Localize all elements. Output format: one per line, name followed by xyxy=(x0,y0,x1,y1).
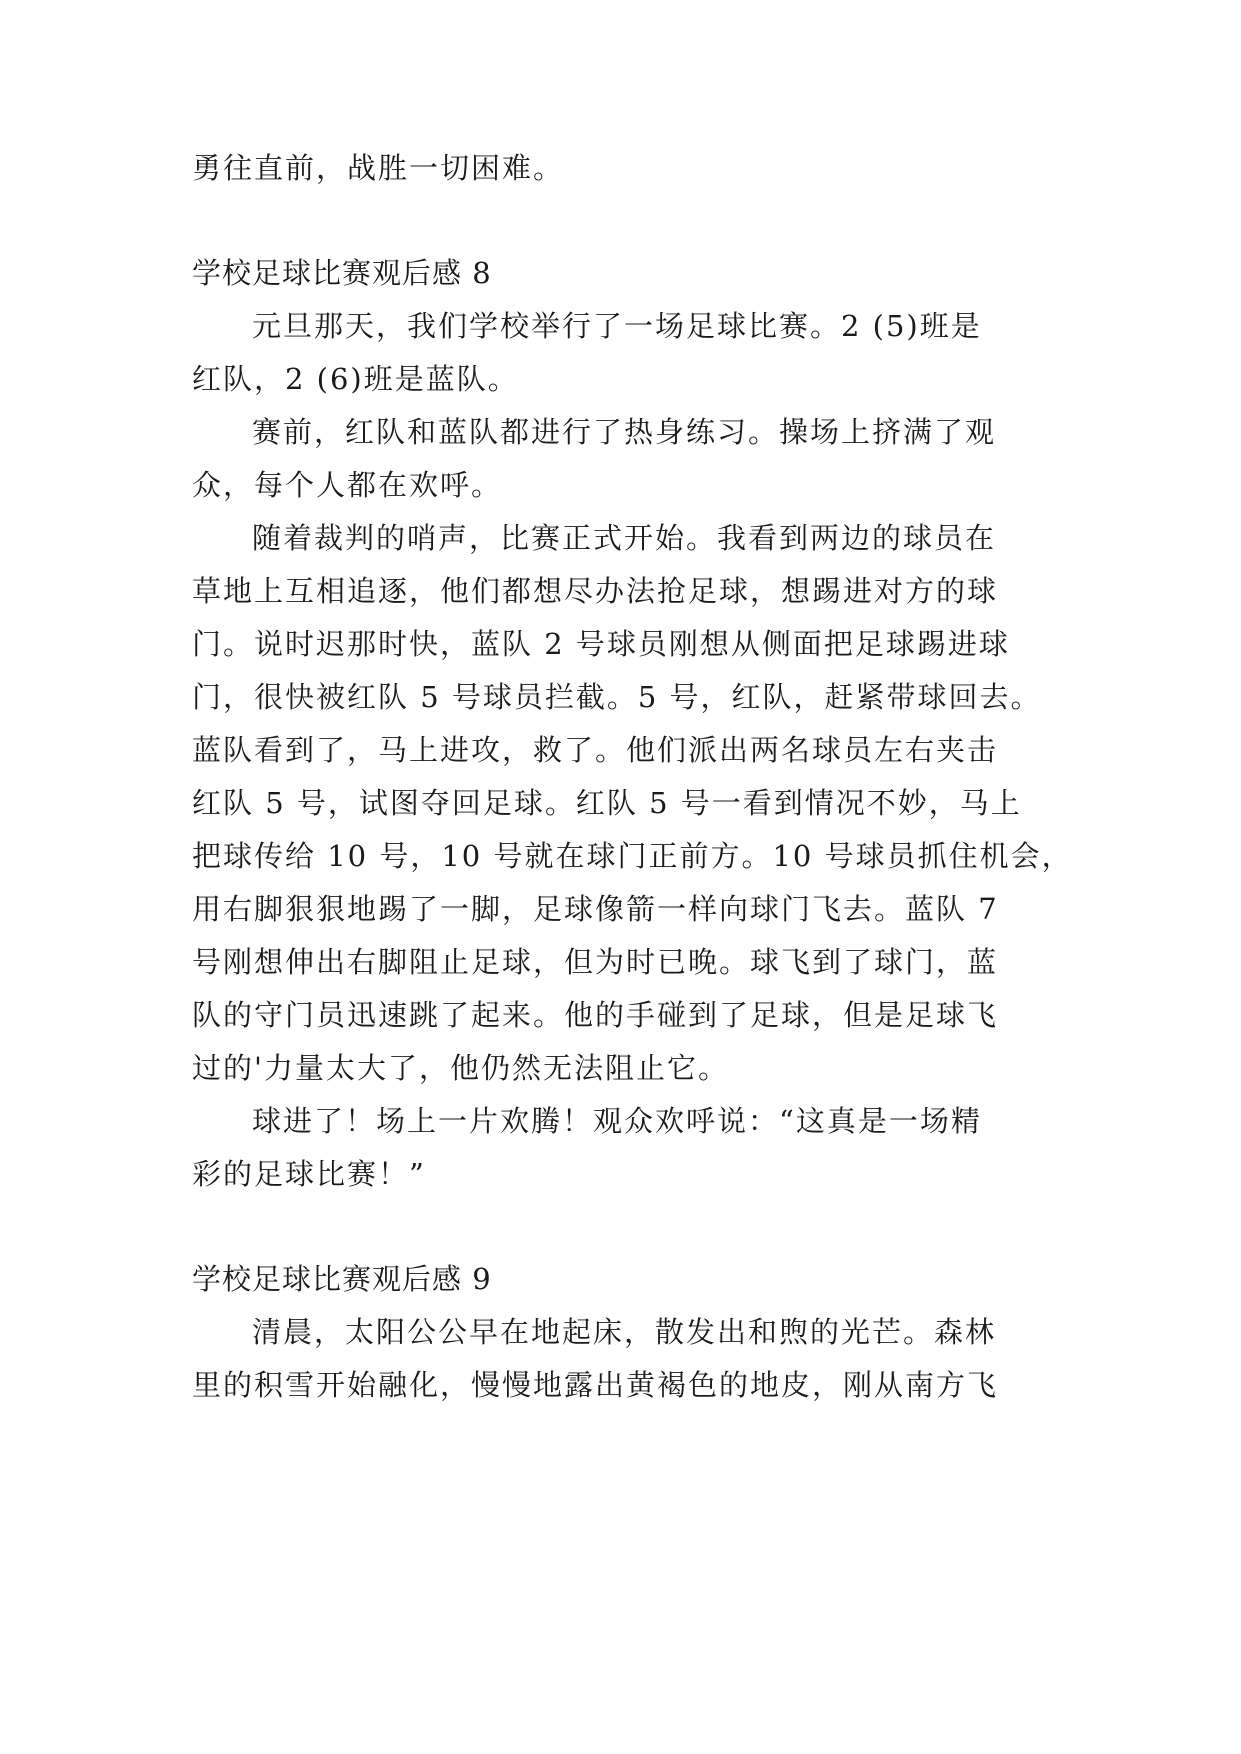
paragraph-line: 队的守门员迅速跳了起来。他的手碰到了足球，但是足球飞 xyxy=(192,998,999,1032)
paragraph-line: 元旦那天，我们学校举行了一场足球比赛。2 (5)班是 xyxy=(252,309,982,343)
paragraph-line: 门。说时迟那时快，蓝队 2 号球员刚想从侧面把足球踢进球 xyxy=(192,627,1010,661)
paragraph-line: 门，很快被红队 5 号球员拦截。5 号，红队，赶紧带球回去。 xyxy=(192,680,1042,714)
section-heading-8: 学校足球比赛观后感 8 xyxy=(192,256,492,290)
paragraph-line: 众，每个人都在欢呼。 xyxy=(192,468,503,502)
paragraph-line: 号刚想伸出右脚阻止足球，但为时已晚。球飞到了球门，蓝 xyxy=(192,945,999,979)
paragraph-line: 红队，2 (6)班是蓝队。 xyxy=(192,362,519,396)
paragraph-line: 蓝队看到了，马上进攻，救了。他们派出两名球员左右夹击 xyxy=(192,733,999,767)
paragraph-line: 球进了！场上一片欢腾！观众欢呼说：“这真是一场精 xyxy=(252,1104,982,1138)
paragraph-line: 里的积雪开始融化，慢慢地露出黄褐色的地皮，刚从南方飞 xyxy=(192,1368,999,1402)
paragraph-line: 用右脚狠狠地踢了一脚，足球像箭一样向球门飞去。蓝队 7 xyxy=(192,892,999,926)
paragraph-line: 过的'力量太大了，他仍然无法阻止它。 xyxy=(192,1051,729,1085)
paragraph-line: 草地上互相追逐，他们都想尽办法抢足球，想踢进对方的球 xyxy=(192,574,999,608)
paragraph-line: 勇往直前，战胜一切困难。 xyxy=(192,151,565,185)
paragraph-line: 红队 5 号，试图夺回足球。红队 5 号一看到情况不妙，马上 xyxy=(192,786,1022,820)
paragraph-line: 随着裁判的哨声，比赛正式开始。我看到两边的球员在 xyxy=(252,521,997,555)
section-heading-9: 学校足球比赛观后感 9 xyxy=(192,1262,492,1296)
paragraph-line: 赛前，红队和蓝队都进行了热身练习。操场上挤满了观 xyxy=(252,415,997,449)
paragraph-line: 把球传给 10 号，10 号就在球门正前方。10 号球员抓住机会， xyxy=(192,839,1073,873)
paragraph-line: 清晨，太阳公公早在地起床，散发出和煦的光芒。森林 xyxy=(252,1315,997,1349)
paragraph-line: 彩的足球比赛！” xyxy=(192,1157,426,1191)
